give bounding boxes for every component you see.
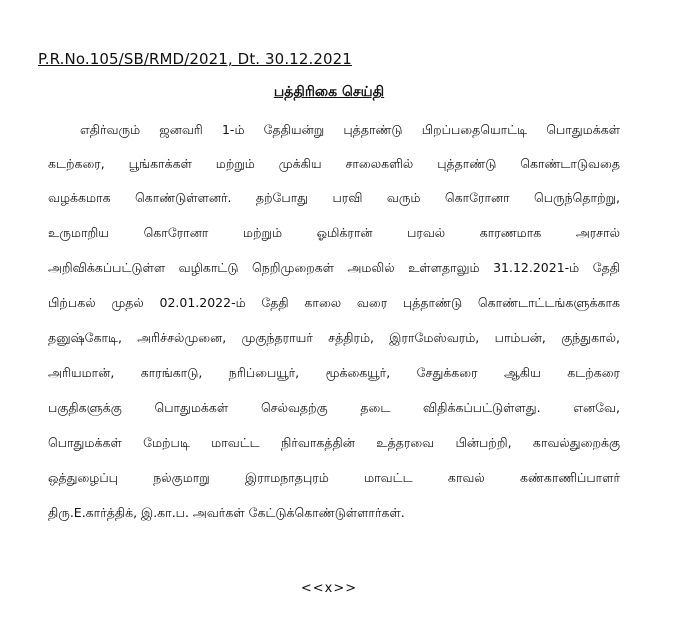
reference-number: P.R.No.105/SB/RMD/2021, Dt. 30.12.2021 (38, 50, 352, 68)
press-release-heading: பத்திரிகை செய்தி (273, 84, 385, 100)
body-line-7: தனுஷ்கோடி, அரிச்சல்முனை, முகுந்தராயர் சத்திரம், இராமேஸ்வரம், பாம்பன், குந்துகால், (48, 330, 620, 345)
body-line-6: பிற்பகல் முதல் 02.01.2022-ம் தேதி காலை வரை புத்தாண்டு கொண்டாட்டங்களுக்காக (48, 295, 620, 310)
body-line-12: திரு.E.கார்த்திக், இ.கா.ப. அவர்கள் கேட்டுக்கொண்டுள்ளார்கள். (48, 505, 405, 520)
body-line-1: எதிர்வரும் ஜனவரி 1-ம் தேதியன்று புத்தாண்டு பிறப்பதையொட்டி பொதுமக்கள் (80, 122, 620, 137)
body-line-10: பொதுமக்கள் மேற்படி மாவட்ட நிர்வாகத்தின் உத்தரவை பின்பற்றி, காவல்துறைக்கு (48, 435, 620, 450)
body-line-4: உருமாறிய கொரோனா மற்றும் ஓமிக்ரான் பரவல் காரணமாக அரசால் (48, 225, 620, 240)
body-line-11: ஒத்துழைப்பு நல்குமாறு இராமநாதபுரம் மாவட்ட காவல் கண்காணிப்பாளர் (48, 470, 620, 485)
body-line-8: அரியமான், காரங்காடு, நரிப்பையூர், மூக்கையூர், சேதுக்கரை ஆகிய கடற்கரை (48, 365, 620, 380)
body-line-2: கடற்கரை, பூங்காக்கள் மற்றும் முக்கிய சாலைகளில் புத்தாண்டு கொண்டாடுவதை (48, 156, 620, 171)
body-line-3: வழக்கமாக கொண்டுள்ளனர். தற்போது பரவி வரும் கொரோனா பெருந்தொற்று, (48, 190, 620, 205)
body-line-9: பகுதிகளுக்கு பொதுமக்கள் செல்வதற்கு தடை விதிக்கப்பட்டுள்ளது. எனவே, (48, 400, 620, 415)
body-line-5: அறிவிக்கப்பட்டுள்ள வழிகாட்டு நெறிமுறைகள் அமலில் உள்ளதாலும் 31.12.2021-ம் தேதி (48, 260, 620, 275)
end-mark: <<x>> (300, 581, 358, 596)
